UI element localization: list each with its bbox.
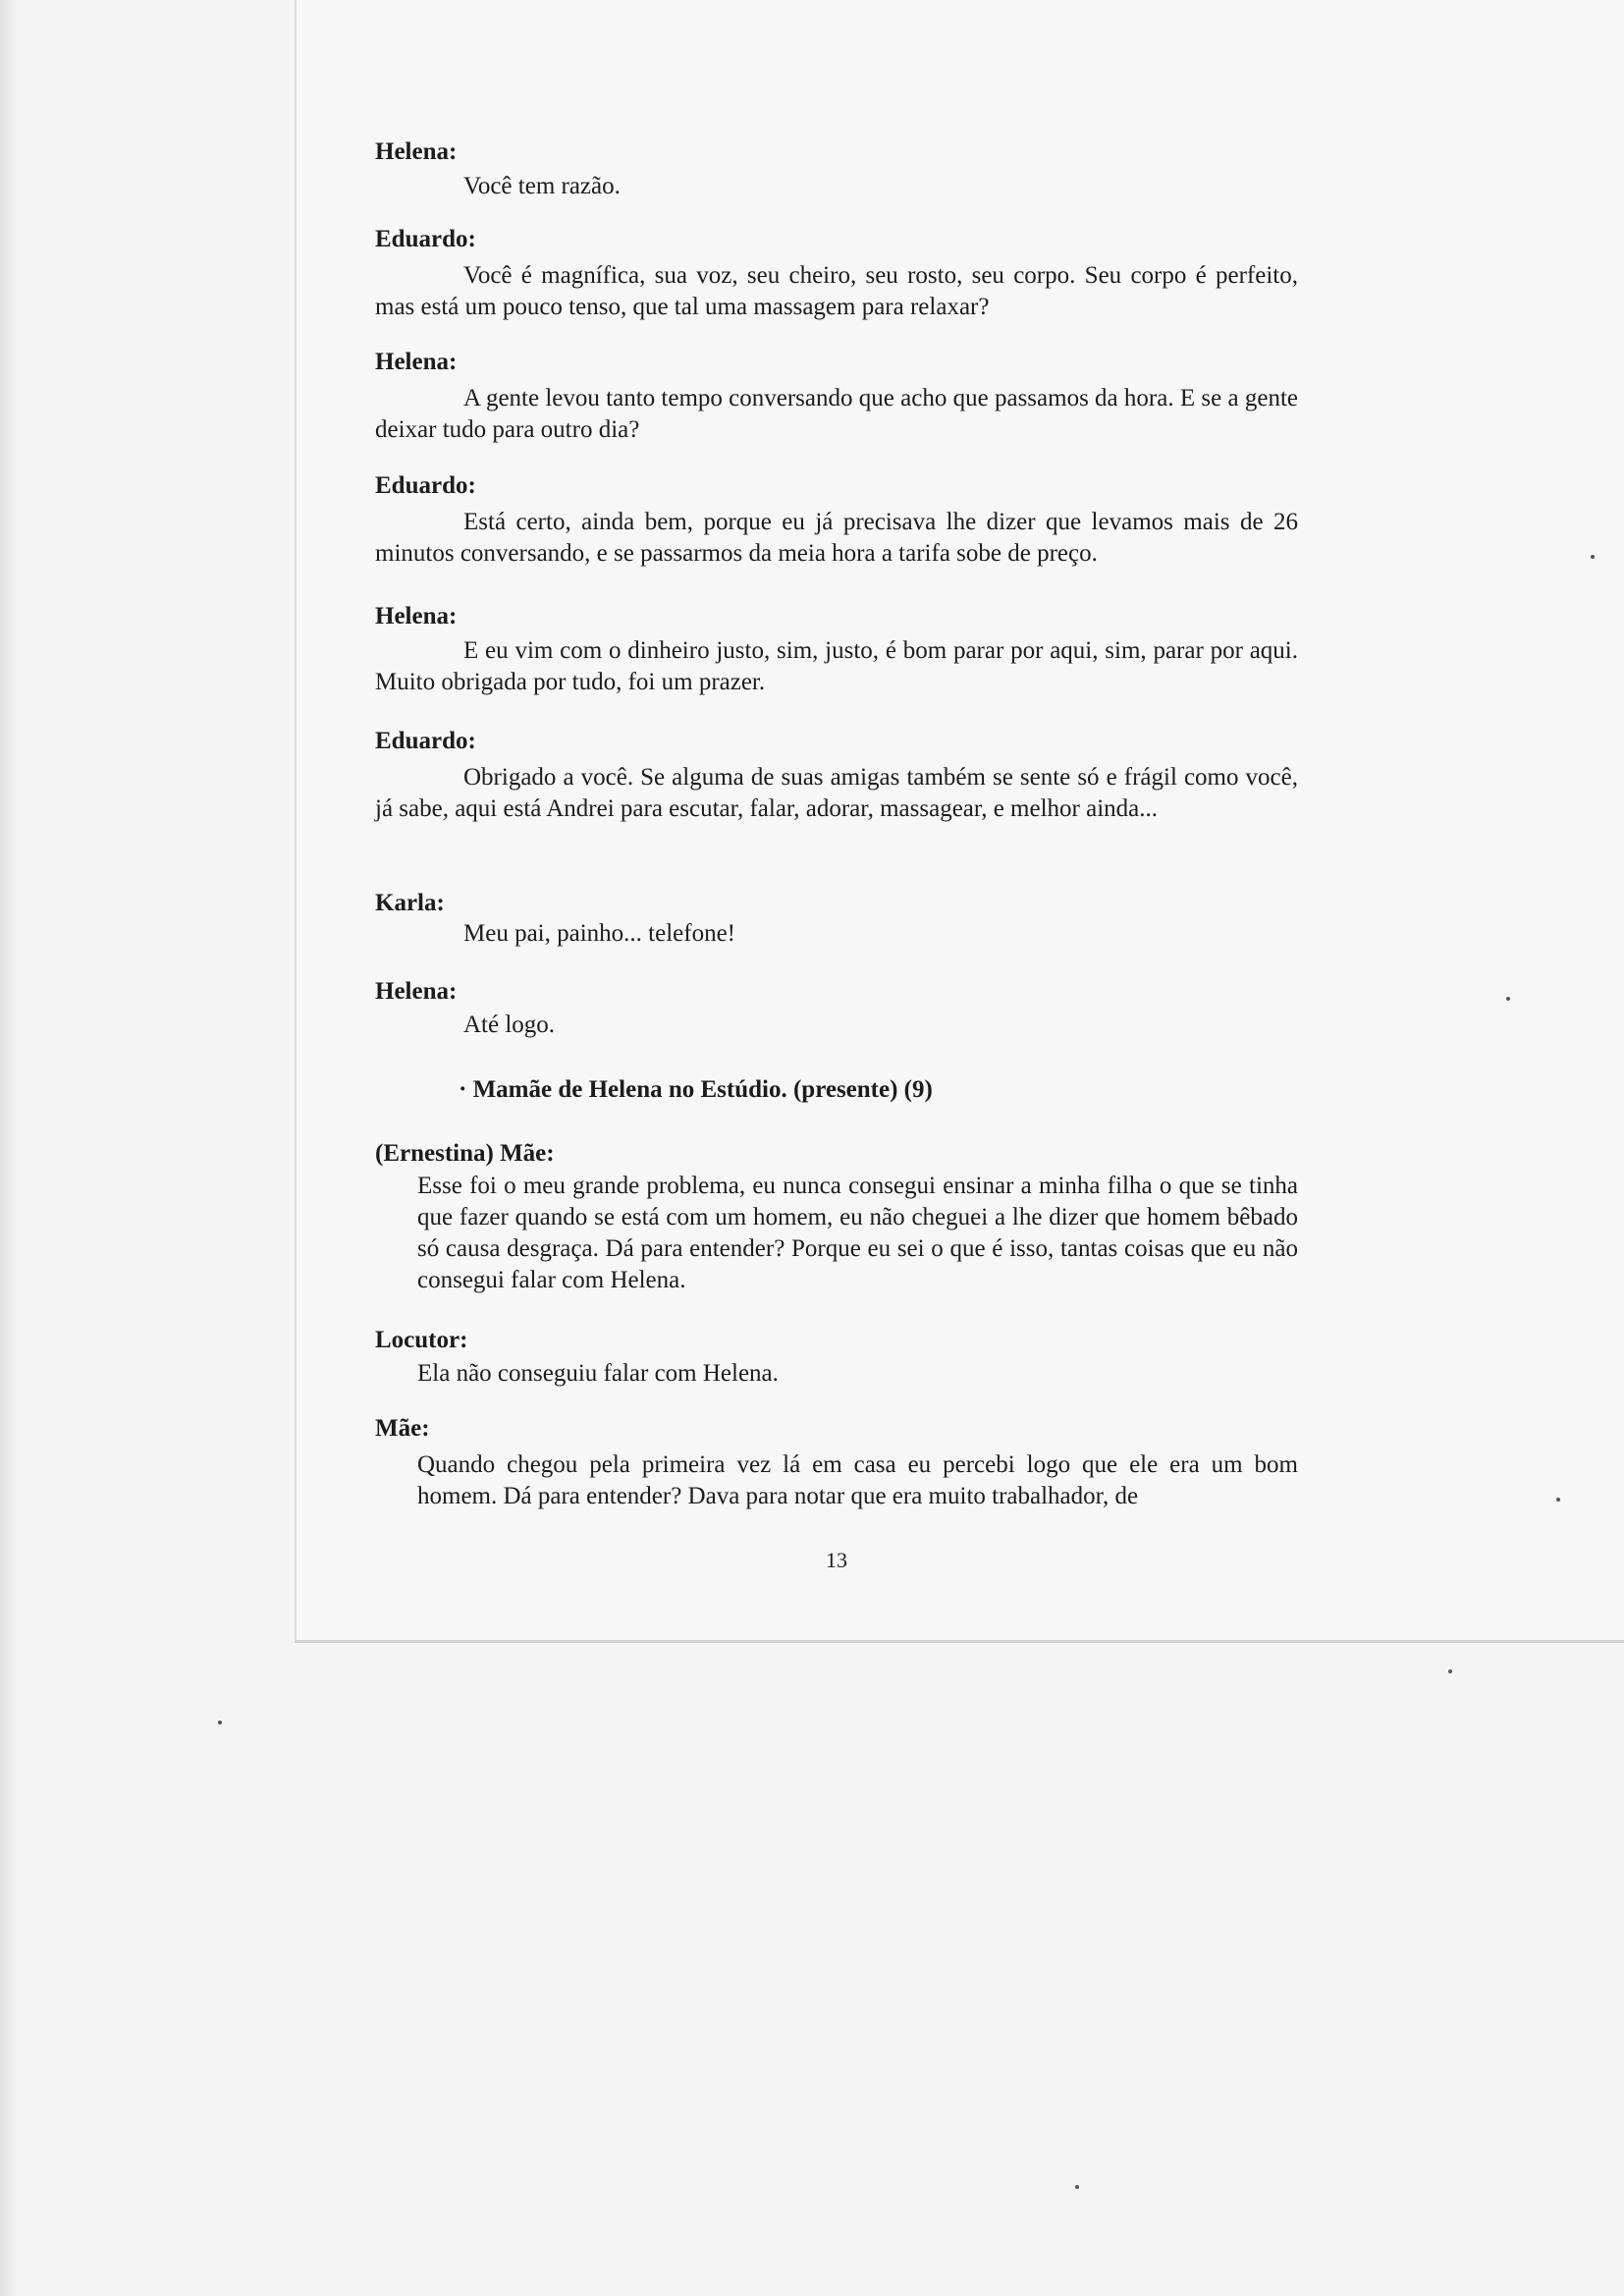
dialogue-line: Você tem razão. bbox=[463, 173, 621, 199]
speaker-label: Helena: bbox=[375, 978, 458, 1005]
dialogue-line: A gente levou tanto tempo conversando que acho que passamos da hora. E se a gente deixar tudo para outro dia? bbox=[375, 385, 1298, 443]
speaker-label: Helena: bbox=[375, 603, 458, 629]
dialogue-line: Obrigado a você. Se alguma de suas amigas também se sente só e frágil como você, já sabe, aqui está Andrei para escutar, falar, adorar, massagear, e melhor ainda... bbox=[375, 764, 1298, 822]
dialogue-line: E eu vim com o dinheiro justo, sim, justo, é bom parar por aqui, sim, parar por aqui. Muito obrigada por tudo, foi um prazer. bbox=[375, 637, 1298, 695]
scan-speck bbox=[1591, 555, 1595, 559]
scan-speck bbox=[1075, 2185, 1079, 2189]
speaker-label: Eduardo: bbox=[375, 728, 476, 754]
dialogue-line: Quando chegou pela primeira vez lá em casa eu percebi logo que ele era um bom homem. Dá para entender? Dava para notar que era muito trabalhador, de bbox=[417, 1451, 1298, 1509]
speaker-label: Helena: bbox=[375, 138, 458, 165]
scan-speck bbox=[1556, 1498, 1560, 1502]
scan-speck bbox=[1448, 1669, 1452, 1673]
speaker-label: Helena: bbox=[375, 349, 458, 375]
scan-speck bbox=[1506, 997, 1510, 1001]
dialogue-line: Está certo, ainda bem, porque eu já precisava lhe dizer que levamos mais de 26 minutos conversando, e se passarmos da meia hora a tarifa sobe de preço. bbox=[375, 509, 1298, 567]
speaker-label: Eduardo: bbox=[375, 226, 476, 252]
speaker-label: Eduardo: bbox=[375, 472, 476, 499]
scene-heading: · Mamãe de Helena no Estúdio. (presente) (9) bbox=[459, 1076, 933, 1103]
dialogue-line: Até logo. bbox=[463, 1011, 556, 1038]
speaker-label: (Ernestina) Mãe: bbox=[375, 1140, 555, 1167]
page-number: 13 bbox=[826, 1548, 847, 1572]
scan-edge bbox=[0, 0, 18, 2296]
speaker-label: Locutor: bbox=[375, 1327, 468, 1353]
dialogue-line: Meu pai, painho... telefone! bbox=[463, 920, 735, 947]
speaker-label: Karla: bbox=[375, 890, 445, 916]
dialogue-line: Esse foi o meu grande problema, eu nunca consegui ensinar a minha filha o que se tinha que fazer quando se está com um homem, eu não cheguei a lhe dizer que homem bêbado só causa desgraça. Dá para entender? Porque eu sei o que é isso, tantas coisas que eu não consegui falar com Helena. bbox=[417, 1173, 1298, 1293]
scan-speck bbox=[218, 1721, 222, 1724]
speaker-label: Mãe: bbox=[375, 1415, 430, 1442]
dialogue-line: Ela não conseguiu falar com Helena. bbox=[417, 1360, 779, 1387]
dialogue-line: Você é magnífica, sua voz, seu cheiro, seu rosto, seu corpo. Seu corpo é perfeito, mas está um pouco tenso, que tal uma massagem para relaxar? bbox=[375, 262, 1298, 320]
